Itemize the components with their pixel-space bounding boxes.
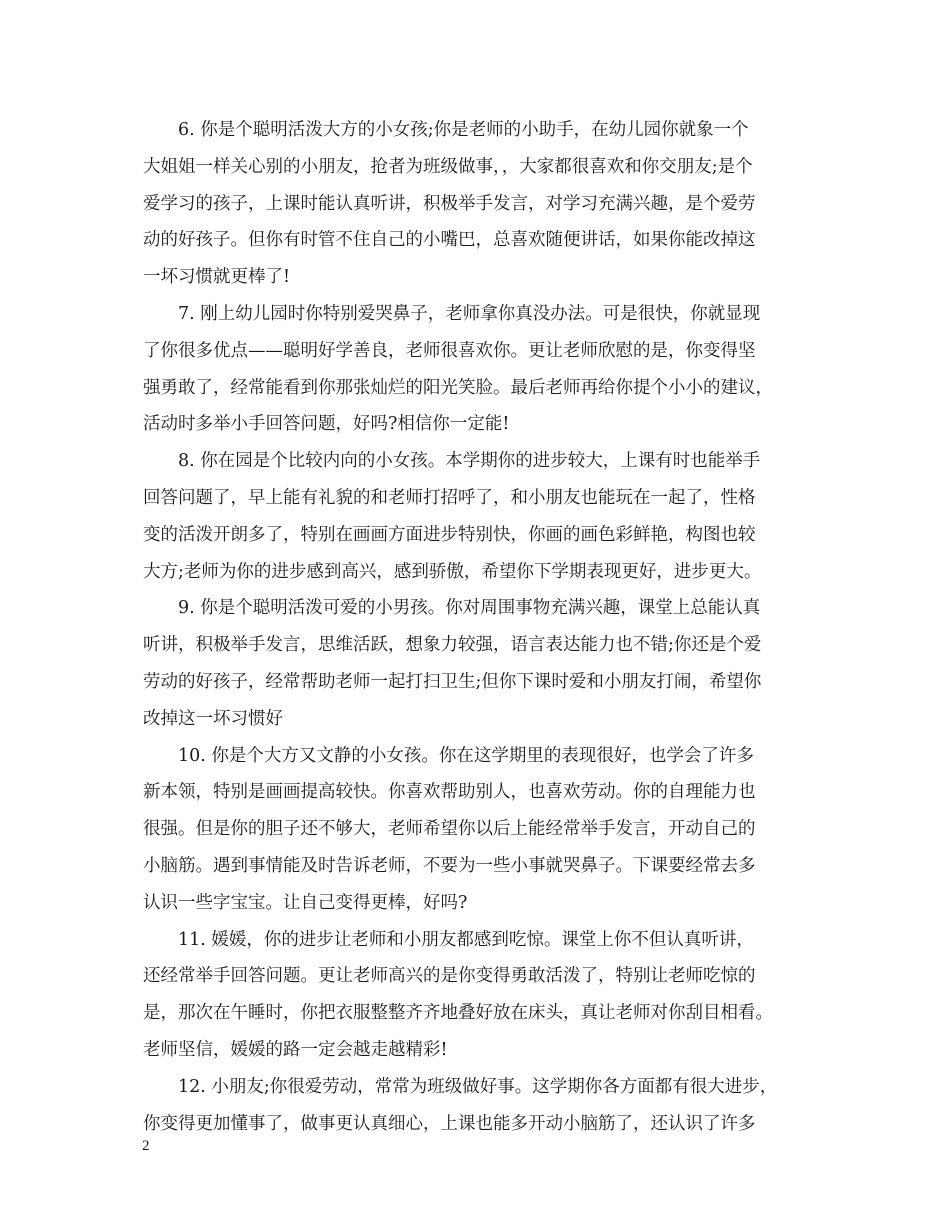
paragraph-line: 你变得更加懂事了，做事更认真细心，上课也能多开动小脑筋了，还认识了许多 [143, 1113, 756, 1134]
paragraph-line: 是，那次在午睡时，你把衣服整整齐齐地叠好放在床头，真让老师对你刮目相看。 [143, 1003, 773, 1024]
paragraph-line: 还经常举手回答问题。更让老师高兴的是你变得勇敢活泼了，特别让老师吃惊的 [143, 966, 756, 987]
paragraph-first-line: 8. 你在园是个比较内向的小女孩。本学期你的进步较大，上课有时也能举手 [178, 451, 761, 472]
paragraph-first-line: 10. 你是个大方又文静的小女孩。你在这学期里的表现很好，也学会了许多 [178, 745, 754, 766]
page-number: 2 [142, 1138, 150, 1154]
paragraph-line: 改掉这一坏习惯好 [143, 708, 283, 729]
document-body [143, 112, 823, 1142]
paragraph-line: 老师坚信，媛媛的路一定会越走越精彩! [143, 1039, 448, 1060]
paragraph-line: 大方;老师为你的进步感到高兴，感到骄傲，希望你下学期表现更好，进步更大。 [143, 561, 762, 582]
paragraph-line: 听讲，积极举手发言，思维活跃，想象力较强，语言表达能力也不错;你还是个爱 [143, 635, 762, 656]
paragraph-line: 爱学习的孩子，上课时能认真听讲，积极举手发言，对学习充满兴趣，是个爱劳 [143, 193, 756, 214]
paragraph-line: 变的活泼开朗多了，特别在画画方面进步特别快，你画的画色彩鲜艳，构图也较 [143, 524, 756, 545]
paragraph-line: 活动时多举小手回答问题，好吗?相信你一定能! [143, 414, 510, 435]
paragraph-line: 回答问题了，早上能有礼貌的和老师打招呼了，和小朋友也能玩在一起了，性格 [143, 487, 756, 508]
paragraph-line: 大姐姐一样关心别的小朋友，抢者为班级做事，，大家都很喜欢和你交朋友;是个 [143, 156, 753, 177]
paragraph-first-line: 11. 媛媛，你的进步让老师和小朋友都感到吃惊。课堂上你不但认真听讲， [178, 929, 754, 950]
paragraph-first-line: 6. 你是个聪明活泼大方的小女孩;你是老师的小助手，在幼儿园你就象一个 [178, 120, 749, 140]
paragraph-line: 劳动的好孩子，经常帮助老师一起打扫卫生;但你下课时爱和小朋友打闹，希望你 [143, 671, 762, 692]
paragraph-line: 新本领，特别是画画提高较快。你喜欢帮助别人，也喜欢劳动。你的自理能力也 [143, 782, 756, 803]
paragraph-line: 动的好孩子。但你有时管不住自己的小嘴巴，总喜欢随便讲话，如果你能改掉这 [143, 230, 756, 251]
paragraph-line: 强勇敢了，经常能看到你那张灿烂的阳光笑脸。最后老师再给你提个小小的建议， [143, 377, 773, 398]
paragraph-line: 很强。但是你的胆子还不够大，老师希望你以后上能经常举手发言，开动自己的 [143, 819, 756, 840]
paragraph-line: 小脑筋。遇到事情能及时告诉老师，不要为一些小事就哭鼻子。下课要经常去多 [143, 855, 756, 876]
paragraph-first-line: 9. 你是个聪明活泼可爱的小男孩。你对周围事物充满兴趣，课堂上总能认真 [178, 598, 761, 619]
paragraph-line: 一坏习惯就更棒了! [143, 267, 291, 288]
paragraph-line: 认识一些字宝宝。让自己变得更棒，好吗? [143, 892, 468, 913]
paragraph-first-line: 12. 小朋友;你很爱劳动，常常为班级做好事。这学期你各方面都有很大进步， [178, 1076, 778, 1097]
paragraph-line: 了你很多优点——聪明好学善良，老师很喜欢你。更让老师欣慰的是，你变得坚 [143, 340, 756, 361]
paragraph-first-line: 7. 刚上幼儿园时你特别爱哭鼻子，老师拿你真没办法。可是很快，你就显现 [178, 303, 761, 324]
